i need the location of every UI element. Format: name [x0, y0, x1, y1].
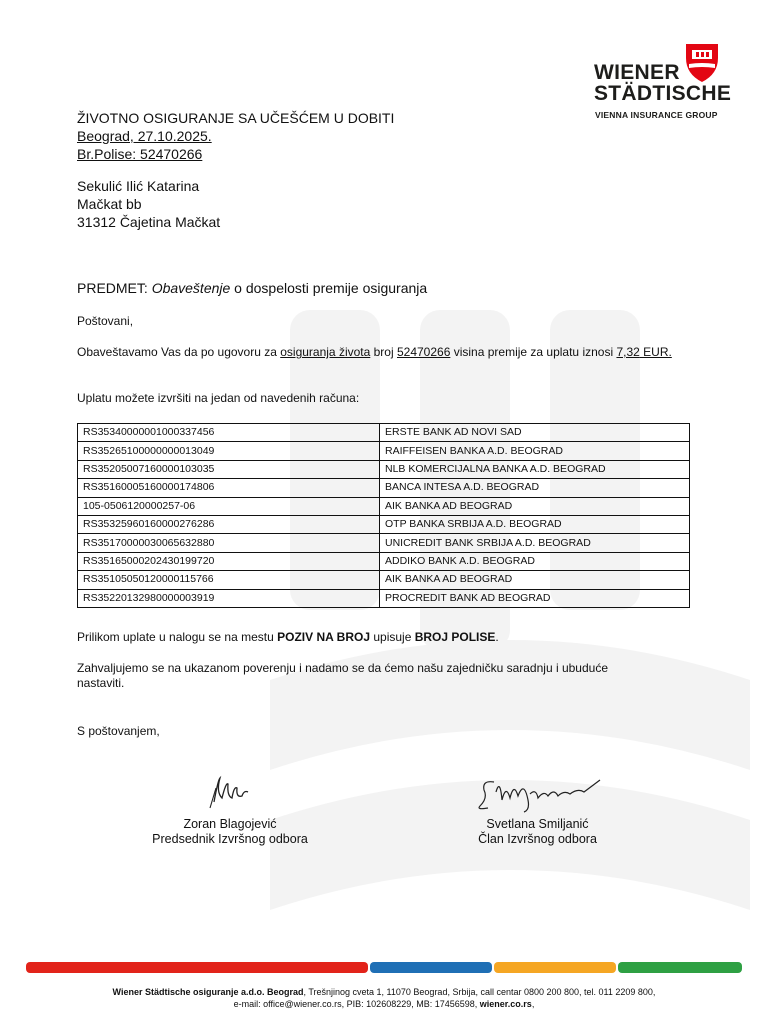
p3-text-c: upisuje [370, 630, 415, 644]
greeting: Poštovani, [77, 314, 134, 328]
p1-text-c: visina premije za uplatu iznosi [450, 345, 617, 359]
account-number-cell: RS35340000001000337456 [78, 424, 380, 442]
footer-website: wiener.co.rs [479, 999, 532, 1009]
p1-insurance-type: osiguranja života [280, 345, 371, 359]
table-row [78, 460, 690, 478]
recipient-name: Sekulić Ilić Katarina [77, 178, 200, 194]
footer-bar-green [618, 962, 742, 973]
footer-company: Wiener Städtische osiguranje a.d.o. Beograd [112, 987, 304, 997]
signatory-1-name: Zoran Blagojević [183, 817, 277, 831]
table-row [78, 497, 690, 515]
date-line: Beograd, 27.10.2025. [77, 128, 212, 144]
signatory-2-name: Svetlana Smiljanić [486, 817, 589, 831]
logo-wordmark [594, 62, 731, 104]
footer-line-1 [0, 986, 768, 998]
p1-currency: EUR. [639, 345, 672, 359]
subject-emphasis: Obaveštenje [151, 280, 231, 296]
recipient-address [77, 177, 220, 231]
premium-paragraph [77, 345, 692, 360]
p3-policy-label: BROJ POLISE [414, 630, 496, 644]
account-number-cell: RS35220132980000003919 [78, 589, 380, 607]
accounts-intro: Uplatu možete izvršiti na jedan od navedenih računa: [77, 391, 360, 405]
policy-number-line: Br.Polise: 52470266 [77, 146, 203, 162]
table-row [78, 442, 690, 460]
account-number-cell: RS35160005160000174806 [78, 479, 380, 497]
bank-accounts-table [77, 423, 690, 608]
footer-address: , Trešnjinog cveta 1, 11070 Beograd, Srbija, call centar 0800 200 800, tel. 011 2209 800, [303, 987, 656, 997]
logo-subtitle: VIENNA INSURANCE GROUP [595, 110, 718, 120]
p1-text-a: Obaveštavamo Vas da po ugovoru za [77, 345, 281, 359]
account-number-cell: RS35105050120000115766 [78, 571, 380, 589]
recipient-city: 31312 Čajetina Mačkat [77, 214, 221, 230]
payment-reference-note [77, 630, 499, 645]
signatory-1-role: Predsednik Izvršnog odbora [152, 832, 308, 846]
p3-reference-label: POZIV NA BROJ [277, 630, 371, 644]
subject-line [77, 279, 427, 297]
recipient-street: Mačkat bb [77, 196, 142, 212]
document-header [77, 109, 394, 163]
account-number-cell: RS35165000202430199720 [78, 552, 380, 570]
table-row [78, 424, 690, 442]
signatory-2 [425, 817, 650, 847]
signature-blagojevic [200, 772, 260, 816]
footer-bar-orange [494, 962, 616, 973]
account-number-cell: RS35205007160000103035 [78, 460, 380, 478]
thanks-paragraph: Zahvaljujemo se na ukazanom poverenju i nadamo se da ćemo našu zajedničku saradnju i ubuduće nastaviti. [77, 661, 608, 690]
signature-smiljanic [474, 770, 604, 816]
bank-name-cell: BANCA INTESA A.D. BEOGRAD [380, 479, 690, 497]
bank-name-cell: AIK BANKA AD BEOGRAD [380, 571, 690, 589]
bank-name-cell: ADDIKO BANK A.D. BEOGRAD [380, 552, 690, 570]
table-row [78, 552, 690, 570]
bank-name-cell: RAIFFEISEN BANKA A.D. BEOGRAD [380, 442, 690, 460]
table-row [78, 534, 690, 552]
p1-amount: 7,32 [616, 345, 640, 359]
bank-name-cell: UNICREDIT BANK SRBIJA A.D. BEOGRAD [380, 534, 690, 552]
table-row [78, 515, 690, 533]
p1-text-b: broj [370, 345, 397, 359]
footer-line-2: e-mail: office@wiener.co.rs, PIB: 102608229, MB: 17456598, wiener.co.rs, [233, 999, 535, 1009]
table-row [78, 479, 690, 497]
account-number-cell: RS35265100000000013049 [78, 442, 380, 460]
signatory-2-role: Član Izvršnog odbora [478, 832, 597, 846]
bank-name-cell: AIK BANKA AD BEOGRAD [380, 497, 690, 515]
account-number-cell: 105-0506120000257-06 [78, 497, 380, 515]
footer-bar-red [26, 962, 368, 973]
bank-name-cell: ERSTE BANK AD NOVI SAD [380, 424, 690, 442]
document-title: ŽIVOTNO OSIGURANJE SA UČEŠĆEM U DOBITI [77, 110, 395, 126]
p3-text-e: . [495, 630, 499, 644]
bank-name-cell: PROCREDIT BANK AD BEOGRAD [380, 589, 690, 607]
subject-label: PREDMET: [77, 280, 148, 296]
account-number-cell: RS35325960160000276286 [78, 515, 380, 533]
footer-bar-blue [370, 962, 492, 973]
closing: S poštovanjem, [77, 724, 160, 738]
p1-policy-number: 52470266 [396, 345, 451, 359]
logo-line1: WIENER [594, 61, 680, 84]
table-row [78, 589, 690, 607]
bank-name-cell: NLB KOMERCIJALNA BANKA A.D. BEOGRAD [380, 460, 690, 478]
table-row [78, 571, 690, 589]
subject-text: o dospelosti premije osiguranja [230, 280, 428, 296]
p3-text-a: Prilikom uplate u nalogu se na mestu [77, 630, 278, 644]
signatory-1 [120, 817, 340, 847]
footer-contact: e-mail: office@wiener.co.rs, PIB: 102608229, MB: 17456598, [233, 999, 480, 1009]
account-number-cell: RS35170000030065632880 [78, 534, 380, 552]
bank-name-cell: OTP BANKA SRBIJA A.D. BEOGRAD [380, 515, 690, 533]
logo-line2: STÄDTISCHE [594, 82, 732, 105]
